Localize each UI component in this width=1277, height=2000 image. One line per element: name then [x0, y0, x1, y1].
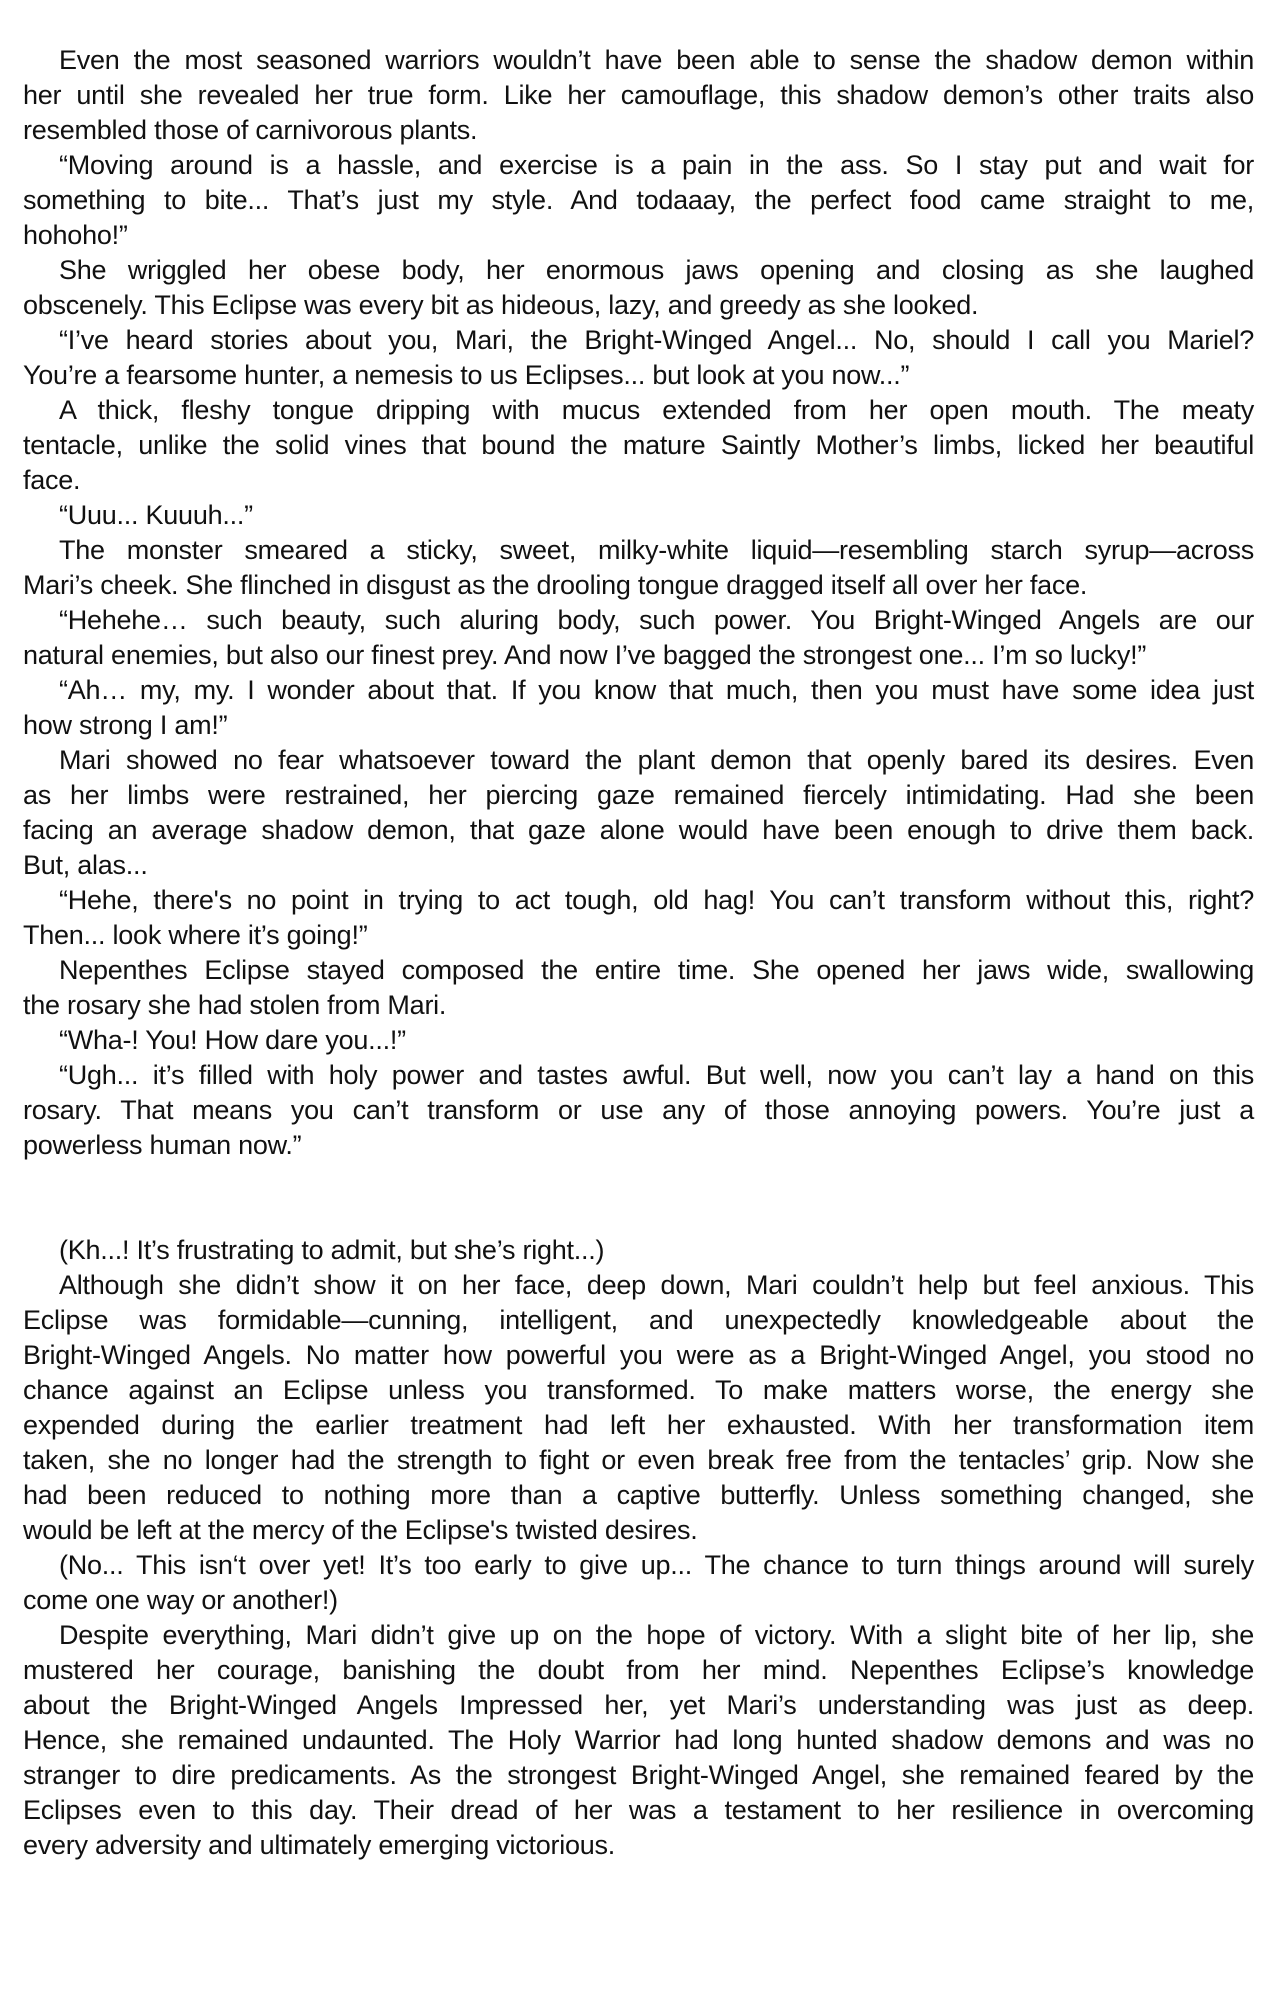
- text-line: The monster smeared a sticky, sweet, milky-white liquid—resembling starch syrup—across: [59, 535, 1254, 565]
- text-line: But, alas...: [23, 850, 148, 880]
- text-line: She wriggled her obese body, her enormous jaws opening and closing as she laughed: [59, 255, 1254, 285]
- text-line: “I’ve heard stories about you, Mari, the Bright-Winged Angel... No, should I call you Mariel?: [59, 325, 1254, 355]
- paragraph: [23, 953, 1254, 1023]
- text-line: the rosary she had stolen from Mari.: [23, 990, 447, 1020]
- text-line: Hence, she remained undaunted. The Holy Warrior had long hunted shadow demons and was no: [23, 1725, 1254, 1755]
- text-line: tentacle, unlike the solid vines that bound the mature Saintly Mother’s limbs, licked her beautiful: [23, 430, 1254, 460]
- paragraph: [23, 1268, 1254, 1548]
- text-line: Eclipses even to this day. Their dread of her was a testament to her resilience in overcoming: [23, 1795, 1254, 1825]
- paragraph: [23, 743, 1254, 883]
- text-line: “Hehehe… such beauty, such aluring body, such power. You Bright-Winged Angels are our: [59, 605, 1254, 635]
- text-line: powerless human now.”: [23, 1130, 302, 1160]
- text-line: taken, she no longer had the strength to fight or even break free from the tentacles’ grip. Now she: [23, 1445, 1254, 1475]
- text-line: mustered her courage, banishing the doubt from her mind. Nepenthes Eclipse’s knowledge: [23, 1655, 1254, 1685]
- text-line: “Ugh... it’s filled with holy power and tastes awful. But well, now you can’t lay a hand on this: [59, 1060, 1254, 1090]
- text-line: about the Bright-Winged Angels Impressed her, yet Mari’s understanding was just as deep.: [23, 1690, 1254, 1720]
- text-line: every adversity and ultimately emerging victorious.: [23, 1830, 616, 1860]
- paragraph: [23, 1058, 1254, 1163]
- text-line: rosary. That means you can’t transform or use any of those annoying powers. You’re just a: [23, 1095, 1254, 1125]
- text-line: Mari showed no fear whatsoever toward the plant demon that openly bared its desires. Even: [59, 745, 1254, 775]
- text-line: as her limbs were restrained, her piercing gaze remained fiercely intimidating. Had she been: [23, 780, 1254, 810]
- text-line: stranger to dire predicaments. As the strongest Bright-Winged Angel, she remained feared by the: [23, 1760, 1254, 1790]
- text-line: Even the most seasoned warriors wouldn’t have been able to sense the shadow demon within: [59, 45, 1254, 75]
- text-line: resembled those of carnivorous plants.: [23, 115, 478, 145]
- text-line: You’re a fearsome hunter, a nemesis to us Eclipses... but look at you now...”: [23, 360, 910, 390]
- text-line: Then... look where it’s going!”: [23, 920, 368, 950]
- paragraph: [23, 253, 1254, 323]
- text-line: would be left at the mercy of the Eclipse's twisted desires.: [23, 1515, 698, 1545]
- text-line: Bright-Winged Angels. No matter how powerful you were as a Bright-Winged Angel, you stood no: [23, 1340, 1254, 1370]
- text-line: “Wha-! You! How dare you...!”: [59, 1025, 406, 1055]
- text-line: chance against an Eclipse unless you transformed. To make matters worse, the energy she: [23, 1375, 1254, 1405]
- paragraph: [23, 533, 1254, 603]
- text-line: “Hehe, there's no point in trying to act tough, old hag! You can’t transform without this, right?: [59, 885, 1254, 915]
- story-text: [23, 43, 1254, 1863]
- text-line: Although she didn’t show it on her face, deep down, Mari couldn’t help but feel anxious. This: [59, 1270, 1254, 1300]
- text-line: Mari’s cheek. She flinched in disgust as the drooling tongue dragged itself all over her face.: [23, 570, 1088, 600]
- text-line: had been reduced to nothing more than a captive butterfly. Unless something changed, she: [23, 1480, 1254, 1510]
- text-line: Nepenthes Eclipse stayed composed the entire time. She opened her jaws wide, swallowing: [59, 955, 1254, 985]
- paragraph: [23, 43, 1254, 148]
- text-line: Eclipse was formidable—cunning, intelligent, and unexpectedly knowledgeable about the: [23, 1305, 1254, 1335]
- text-line: obscenely. This Eclipse was every bit as hideous, lazy, and greedy as she looked.: [23, 290, 979, 320]
- paragraph: [23, 393, 1254, 498]
- text-line: “Uuu... Kuuuh...”: [59, 500, 253, 530]
- text-line: face.: [23, 465, 81, 495]
- text-line: facing an average shadow demon, that gaze alone would have been enough to drive them back.: [23, 815, 1254, 845]
- text-line: Despite everything, Mari didn’t give up on the hope of victory. With a slight bite of her lip, she: [59, 1620, 1254, 1650]
- paragraph: [23, 883, 1254, 953]
- section-gap: [23, 1163, 1254, 1233]
- text-line: her until she revealed her true form. Like her camouflage, this shadow demon’s other traits also: [23, 80, 1254, 110]
- text-line: come one way or another!): [23, 1585, 338, 1615]
- paragraph: [23, 148, 1254, 253]
- paragraph: [23, 603, 1254, 673]
- paragraph: [23, 323, 1254, 393]
- paragraph: [23, 1548, 1254, 1618]
- paragraph: [23, 1023, 1254, 1058]
- text-line: something to bite... That’s just my style. And todaaay, the perfect food came straight to me,: [23, 185, 1254, 215]
- text-line: “Moving around is a hassle, and exercise is a pain in the ass. So I stay put and wait for: [59, 150, 1254, 180]
- paragraph: [23, 1233, 1254, 1268]
- text-line: hohoho!”: [23, 220, 128, 250]
- paragraph: [23, 673, 1254, 743]
- text-line: “Ah… my, my. I wonder about that. If you know that much, then you must have some idea just: [59, 675, 1254, 705]
- text-line: expended during the earlier treatment had left her exhausted. With her transformation item: [23, 1410, 1254, 1440]
- text-line: natural enemies, but also our finest prey. And now I’ve bagged the strongest one... I’m so lucky!”: [23, 640, 1147, 670]
- text-line: (Kh...! It’s frustrating to admit, but she’s right...): [59, 1235, 605, 1265]
- text-line: how strong I am!”: [23, 710, 228, 740]
- paragraph: [23, 1618, 1254, 1863]
- text-line: A thick, fleshy tongue dripping with mucus extended from her open mouth. The meaty: [59, 395, 1254, 425]
- text-line: (No... This isn‘t over yet! It’s too early to give up... The chance to turn things around will surely: [59, 1550, 1254, 1580]
- paragraph: [23, 498, 1254, 533]
